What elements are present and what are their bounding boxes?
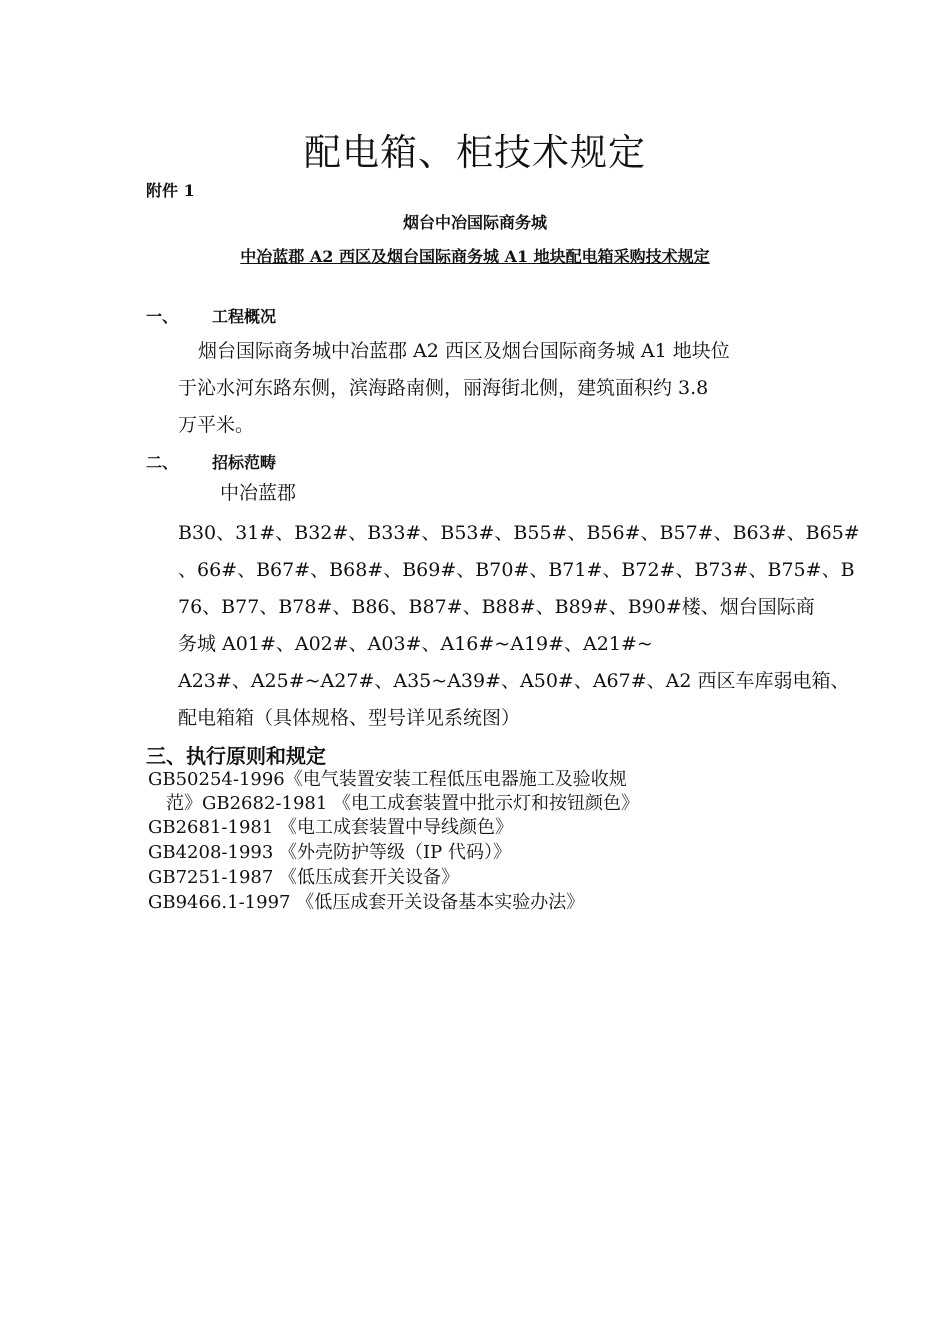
- paragraph-line: B30、31#、B32#、B33#、B53#、B55#、B56#、B57#、B63#、B65#: [178, 522, 860, 544]
- overview-paragraph: [178, 333, 818, 444]
- paragraph-line: 万平米。: [178, 414, 255, 436]
- standard-line: GB50254-1996《电气装置安装工程低压电器施工及验收规: [148, 769, 627, 790]
- standard-line: GB4208-1993 《外壳防护等级（IP 代码）》: [148, 842, 511, 863]
- section-number: 二、: [146, 453, 179, 472]
- scope-paragraph: [178, 515, 860, 737]
- attachment-label: 附件 1: [146, 181, 195, 200]
- paragraph-line: 烟台国际商务城中冶蓝郡 A2 西区及烟台国际商务城 A1 地块位: [198, 340, 730, 362]
- paragraph-line: 于沁水河东路东侧，滨海路南侧，丽海街北侧，建筑面积约 3.8: [178, 377, 709, 399]
- section-title: 招标范畴: [212, 453, 277, 472]
- project-name: 烟台中冶国际商务城: [402, 213, 547, 232]
- paragraph-line: 76、B77、B78#、B86、B87#、B88#、B89#、B90#楼、烟台国际商: [178, 596, 815, 618]
- section-heading-standards: 三、执行原则和规定: [146, 744, 326, 768]
- standard-line: GB2681-1981 《电工成套装置中导线颜色》: [148, 817, 514, 838]
- paragraph-line: A23#、A25#~A27#、A35~A39#、A50#、A67#、A2 西区车库弱电箱、: [178, 670, 850, 692]
- scope-subtitle: 中冶蓝郡: [220, 482, 297, 504]
- paragraph-line: 务城 A01#、A02#、A03#、A16#~A19#、A21#~: [178, 633, 653, 655]
- document-subtitle: 中冶蓝郡 A2 西区及烟台国际商务城 A1 地块配电箱采购技术规定: [240, 247, 710, 266]
- paragraph-line: 、66#、B67#、B68#、B69#、B70#、B71#、B72#、B73#、B75#、B: [178, 559, 855, 581]
- paragraph-line: 配电箱箱（具体规格、型号详见系统图）: [178, 707, 521, 729]
- document-title: 配电箱、柜技术规定: [304, 131, 646, 174]
- standard-line: 范》GB2682-1981 《电工成套装置中批示灯和按钮颜色》: [166, 793, 640, 814]
- section-title: 工程概况: [212, 307, 277, 326]
- section-heading-overview: [146, 304, 276, 327]
- standard-line: GB9466.1-1997 《低压成套开关设备基本实验办法》: [148, 892, 585, 913]
- section-number: 一、: [146, 307, 179, 326]
- section-heading-scope: [146, 450, 276, 473]
- standard-line: GB7251-1987 《低压成套开关设备》: [148, 867, 460, 888]
